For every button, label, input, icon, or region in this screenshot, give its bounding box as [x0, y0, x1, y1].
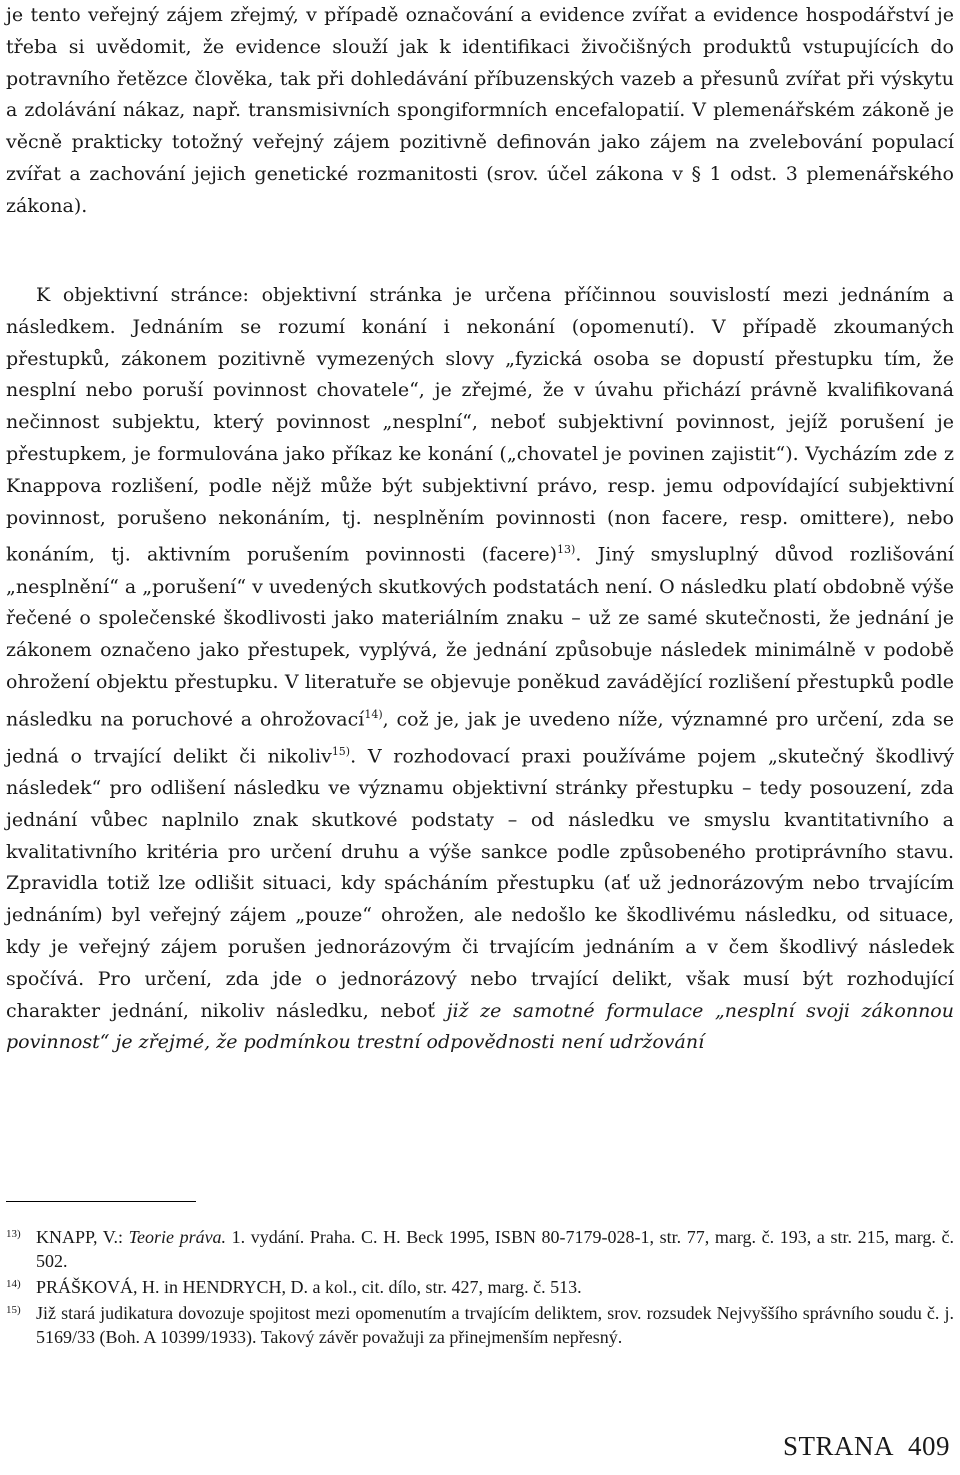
paragraph-2-text-part-1: K objektivní stránce: objektivní stránka je určena příčinnou souvislostí mezi jednáním a následkem. Jednáním se rozumí konání i nekonání (opomenutí). V případě zkoumaných přestupků, zákonem pozitivně vymezených slovy „fyzická osoba se dopustí přestupku tím, že nesplní nebo poruší povinnost chovatele“, je zřejmé, že v úvahu přichází právně kvalifikovaná nečinnost subjektu, který povinnost „nesplní“, neboť subjektivní povinnost, jejíž porušení je přestupkem, je formulována jako příkaz ke konání („chovatel je povinen zajistit“). Vycházím zde z Knappova rozlišení, podle nějž může být subjektivní právo, resp. jemu odpovídající subjektivní povinnost, porušeno nekonáním, tj. nesplněním povinnosti (non facere, resp. omittere), nebo konáním, tj. aktivním porušením povinnosti (facere): [6, 284, 954, 566]
footnotes-section: [6, 1225, 954, 1351]
footnote-15: [6, 1301, 954, 1349]
footnote-reference-14[interactable]: 14): [364, 707, 383, 721]
footnote-reference-13[interactable]: 13): [557, 543, 576, 557]
footnote-text: Již stará judikatura dovozuje spojitost mezi opomenutím a trvajícím deliktem, srov. rozsudek Nejvyššího správního soudu č. j. 5169/33 (Boh. A 10399/1933). Takový závěr považuji za přinejmenším nepřesný.: [36, 1303, 954, 1347]
footer-label: STRANA: [782, 1431, 894, 1461]
footnote-number: 14): [6, 1278, 21, 1290]
footnote-text: [36, 1225, 954, 1273]
footnote-number: 13): [6, 1228, 21, 1240]
footnote-13: [6, 1225, 954, 1273]
page-footer: [783, 1431, 950, 1462]
footnote-text-start: KNAPP, V.:: [36, 1227, 129, 1247]
paragraph-1-text: je tento veřejný zájem zřejmý, v případě označování a evidence zvířat a evidence hospodářství je třeba si uvědomit, že evidence slouží jak k identifikaci živočišných produktů vstupujících do potravního řetězce člověka, tak při dohledávání příbuzenských vazeb a přesunů zvířat při výskytu a zdolávání nákaz, např. transmisivních spongiformních encefalopatií. V plemenářském zákoně je věcně prakticky totožný veřejný zájem pozitivně definován jako zájem na zvelebování populací zvířat a zachování jejich genetické rozmanitosti (srov. účel zákona v § 1 odst. 3 plemenářského zákona).: [6, 4, 954, 217]
footnote-number: 15): [6, 1304, 21, 1316]
paragraph-2-text-part-2: . Jiný smysluplný důvod rozlišování „nesplnění“ a „porušení“ v uvedených skutkových podstatách není. O následku platí obdobně výše řečené o společenské škodlivosti jako materiálním znaku – už ze samé skutečnosti, že jednání je zákonem označeno jako přestupek, vyplývá, že jednání způsobuje následek minimálně v podobě ohrožení objektu přestupku. V literatuře se objevuje poněkud zavádějící rozlišení přestupků podle následku na poruchové a ohrožovací: [6, 543, 955, 731]
page-number: 409: [908, 1431, 950, 1461]
footnote-text: PRÁŠKOVÁ, H. in HENDRYCH, D. a kol., cit. dílo, str. 427, marg. č. 513.: [36, 1277, 582, 1297]
footnote-divider: [6, 1201, 196, 1202]
paragraph-2-italic-quote: již ze samotné formulace „nesplní svoji zákonnou povinnost“ je zřejmé, že podmínkou trestní odpovědnosti není udržování: [6, 999, 954, 1054]
paragraph-2-text-part-4: . V rozhodovací praxi používáme pojem „skutečný škodlivý následek“ pro odlišení následku ve významu objektivní stránky přestupku – tedy posouzení, zda jednání vůbec naplnilo znak skutkové podstaty – od následku ve smyslu kvantitativního a kvalitativního kritéria pro určení druhu a výše sankce podle způsobeného protiprávního stavu. Zpravidla totiž lze odlišit situaci, kdy spácháním přestupku (ať už jednorázovým nebo trvajícím jednáním) byl veřejný zájem „pouze“ ohrožen, ale nedošlo ke škodlivému následku, od situace, kdy je veřejný zájem porušen jednorázovým či trvajícím jednáním a v čem škodlivý následek spočívá. Pro určení, zda jde o jednorázový nebo trvající delikt, však musí být rozhodující charakter jednání, nikoliv následku, neboť: [6, 745, 954, 1022]
footnote-14: [6, 1275, 954, 1299]
body-paragraph-1: [6, 0, 954, 223]
body-paragraph-2: [6, 280, 954, 1059]
footnote-text-end: 1. vydání. Praha. C. H. Beck 1995, ISBN 80-7179-028-1, str. 77, marg. č. 193, a str. 215, marg. č. 502.: [36, 1227, 954, 1271]
footnote-italic-title: Teorie práva.: [128, 1227, 227, 1247]
paragraph-2-text-part-3: , což je, jak je uvedeno níže, významné pro určení, zda se jedná o trvající delikt či nikoliv: [6, 708, 954, 768]
footnote-reference-15[interactable]: 15): [331, 744, 351, 758]
